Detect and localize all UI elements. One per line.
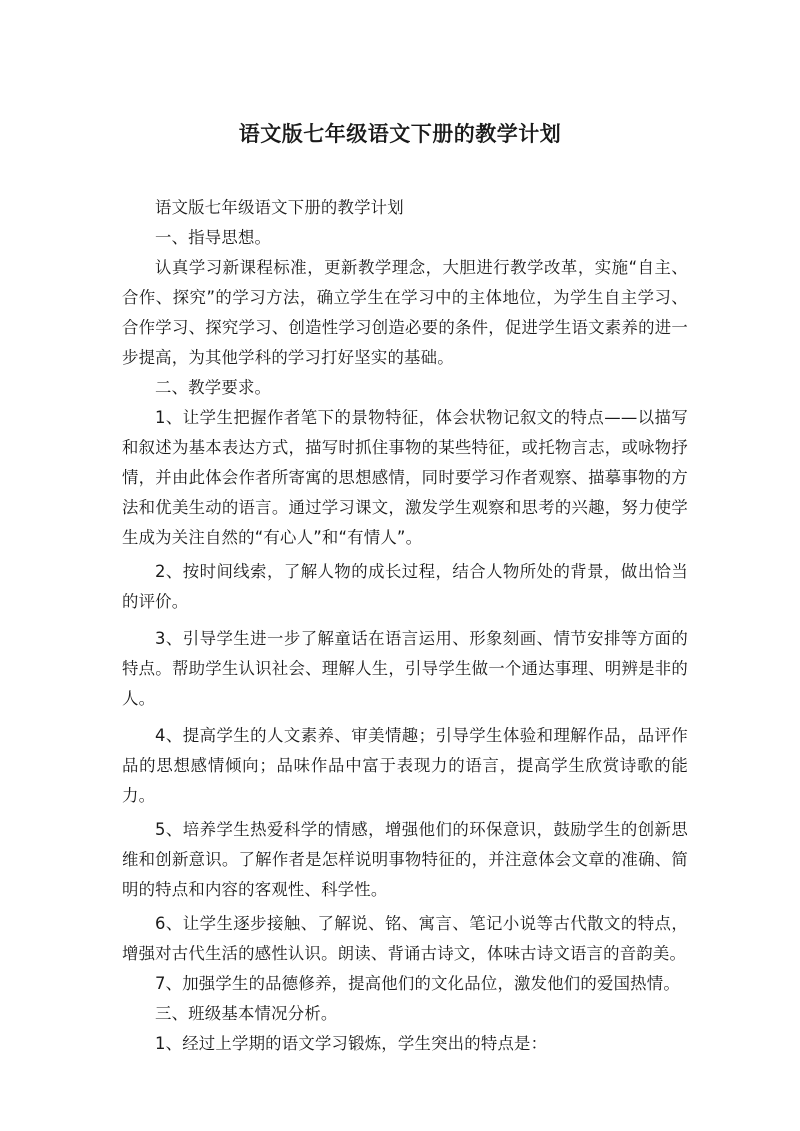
paragraph-guiding-ideology: 认真学习新课程标准，更新教学理念，大胆进行教学改革，实施“自主、合作、探究”的学习方法，确立学生在学习中的主体地位，为学生自主学习、合作学习、探究学习、创造性学习创造必要的条件，促进学生语文素养的进一步提高，为其他学科的学习打好坚实的基础。: [122, 258, 688, 367]
section-heading-class-analysis: 三、班级基本情况分析。: [155, 1004, 338, 1023]
requirement-item-1: 1、让学生把握作者笔下的景物特征，体会状物记叙文的特点——以描写和叙述为基本表达方式，描写时抓住事物的某些特征，或托物言志，或咏物抒情，并由此体会作者所寄寓的思想感情，同时要学习作者观察、描摹事物的方法和优美生动的语言。通过学习课文，激发学生观察和思考的兴趣，努力使学生成为关注自然的“有心人”和“有情人”。: [122, 408, 688, 547]
class-analysis-item-1: 1、经过上学期的语文学习锻炼，学生突出的特点是：: [155, 1034, 548, 1053]
requirement-item-7: 7、加强学生的品德修养，提高他们的文化品位，激发他们的爱国热情。: [155, 974, 680, 993]
requirement-item-4: 4、提高学生的人文素养、审美情趣；引导学生体验和理解作品，品评作品的思想感情倾向；品味作品中富于表现力的语言，提高学生欣赏诗歌的能力。: [122, 726, 688, 805]
requirement-item-5: 5、培养学生热爱科学的情感，增强他们的环保意识，鼓励学生的创新思维和创新意识。了解作者是怎样说明事物特征的，并注意体会文章的准确、简明的特点和内容的客观性、科学性。: [122, 820, 688, 899]
paragraph-subtitle: 语文版七年级语文下册的教学计划: [155, 198, 404, 217]
section-heading-guiding-ideology: 一、指导思想。: [155, 228, 272, 247]
requirement-item-3: 3、引导学生进一步了解童话在语言运用、形象刻画、情节安排等方面的特点。帮助学生认识社会、理解人生，引导学生做一个通达事理、明辨是非的人。: [122, 629, 688, 708]
section-heading-teaching-requirements: 二、教学要求。: [155, 378, 272, 397]
document-body: [122, 193, 688, 1059]
requirement-item-2: 2、按时间线索，了解人物的成长过程，结合人物所处的背景，做出恰当的评价。: [122, 562, 688, 611]
document-title: 语文版七年级语文下册的教学计划: [238, 122, 562, 146]
requirement-item-6: 6、让学生逐步接触、了解说、铭、寓言、笔记小说等古代散文的特点，增强对古代生活的感性认识。朗读、背诵古诗文，体味古诗文语言的音韵美。: [122, 914, 688, 963]
